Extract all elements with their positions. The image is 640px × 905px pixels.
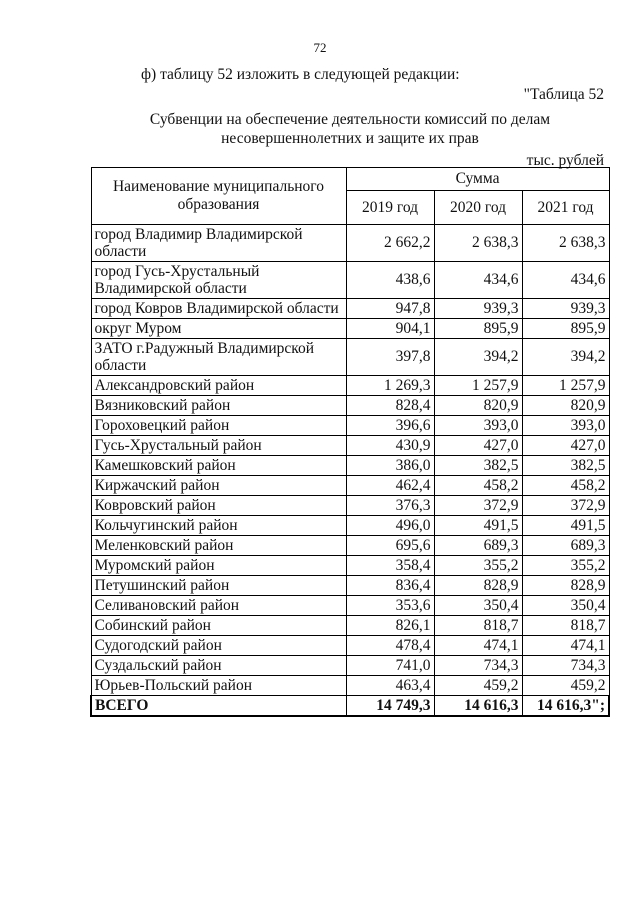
- row-name-cell: Муромский район: [91, 556, 346, 576]
- total-label: ВСЕГО: [91, 696, 346, 717]
- table-row: [91, 656, 609, 676]
- row-value-2020: 820,9: [434, 396, 522, 416]
- table-body: [91, 225, 609, 717]
- row-value-2021: 2 638,3: [522, 225, 609, 262]
- row-value-2019: 376,3: [346, 496, 434, 516]
- units-label: тыс. рублей: [526, 152, 604, 169]
- table-row: [91, 319, 609, 339]
- row-value-2021: 458,2: [522, 476, 609, 496]
- table-row: [91, 616, 609, 636]
- row-value-2020: 734,3: [434, 656, 522, 676]
- row-value-2021: 1 257,9: [522, 376, 609, 396]
- row-value-2021: 689,3: [522, 536, 609, 556]
- table-row: [91, 636, 609, 656]
- row-value-2019: 828,4: [346, 396, 434, 416]
- row-value-2021: 434,6: [522, 262, 609, 299]
- row-name-cell: Петушинский район: [91, 576, 346, 596]
- page-number: 72: [313, 40, 327, 55]
- row-value-2020: 459,2: [434, 676, 522, 696]
- row-name-cell: Александровский район: [91, 376, 346, 396]
- row-value-2021: 372,9: [522, 496, 609, 516]
- row-name-cell: Ковровский район: [91, 496, 346, 516]
- table-reference: "Таблица 52: [523, 86, 604, 103]
- row-value-2019: 695,6: [346, 536, 434, 556]
- row-name-cell: Вязниковский район: [91, 396, 346, 416]
- table-row: [91, 262, 609, 299]
- row-value-2021: 491,5: [522, 516, 609, 536]
- row-value-2019: 826,1: [346, 616, 434, 636]
- subventions-table: [90, 167, 610, 717]
- row-value-2021: 939,3: [522, 299, 609, 319]
- header-name: Наименование муниципального образования: [91, 168, 346, 225]
- table-row: [91, 396, 609, 416]
- total-2021: 14 616,3";: [522, 696, 609, 717]
- row-value-2019: 462,4: [346, 476, 434, 496]
- row-value-2021: 427,0: [522, 436, 609, 456]
- row-value-2019: 463,4: [346, 676, 434, 696]
- row-value-2020: 818,7: [434, 616, 522, 636]
- row-value-2021: 818,7: [522, 616, 609, 636]
- row-name-cell: город Ковров Владимирской области: [91, 299, 346, 319]
- row-name-cell: город Гусь-Хрустальный Владимирской области: [91, 262, 346, 299]
- total-2019: 14 749,3: [346, 696, 434, 717]
- row-value-2021: 350,4: [522, 596, 609, 616]
- row-name-cell: округ Муром: [91, 319, 346, 339]
- row-name-cell: Юрьев-Польский район: [91, 676, 346, 696]
- row-value-2019: 386,0: [346, 456, 434, 476]
- row-value-2021: 393,0: [522, 416, 609, 436]
- row-value-2020: 350,4: [434, 596, 522, 616]
- row-value-2019: 741,0: [346, 656, 434, 676]
- row-value-2020: 689,3: [434, 536, 522, 556]
- row-value-2021: 459,2: [522, 676, 609, 696]
- table-row: [91, 436, 609, 456]
- row-value-2021: 820,9: [522, 396, 609, 416]
- row-name-cell: Камешковский район: [91, 456, 346, 476]
- row-name-cell: город Владимир Владимирской области: [91, 225, 346, 262]
- table-row: [91, 516, 609, 536]
- row-value-2019: 947,8: [346, 299, 434, 319]
- row-name-cell: Собинский район: [91, 616, 346, 636]
- table-row: [91, 556, 609, 576]
- row-value-2020: 2 638,3: [434, 225, 522, 262]
- row-value-2020: 474,1: [434, 636, 522, 656]
- table-row: [91, 676, 609, 696]
- row-value-2020: 372,9: [434, 496, 522, 516]
- row-value-2021: 895,9: [522, 319, 609, 339]
- row-value-2020: 491,5: [434, 516, 522, 536]
- row-value-2020: 427,0: [434, 436, 522, 456]
- row-name-cell: Кольчугинский район: [91, 516, 346, 536]
- table-row: [91, 596, 609, 616]
- row-value-2019: 358,4: [346, 556, 434, 576]
- table-row: [91, 576, 609, 596]
- intro-text: ф) таблицу 52 изложить в следующей редакции:: [141, 66, 460, 83]
- table-row: [91, 536, 609, 556]
- table-row: [91, 496, 609, 516]
- row-value-2020: 382,5: [434, 456, 522, 476]
- row-value-2020: 393,0: [434, 416, 522, 436]
- row-name-cell: Гусь-Хрустальный район: [91, 436, 346, 456]
- row-value-2019: 478,4: [346, 636, 434, 656]
- row-name-cell: Селивановский район: [91, 596, 346, 616]
- row-value-2020: 355,2: [434, 556, 522, 576]
- row-value-2019: 396,6: [346, 416, 434, 436]
- row-value-2020: 939,3: [434, 299, 522, 319]
- table-row: [91, 476, 609, 496]
- row-value-2019: 353,6: [346, 596, 434, 616]
- row-value-2020: 1 257,9: [434, 376, 522, 396]
- row-name-cell: Суздальский район: [91, 656, 346, 676]
- row-value-2021: 734,3: [522, 656, 609, 676]
- table-row: [91, 339, 609, 376]
- row-value-2021: 828,9: [522, 576, 609, 596]
- row-value-2019: 430,9: [346, 436, 434, 456]
- row-value-2021: 474,1: [522, 636, 609, 656]
- row-value-2021: 382,5: [522, 456, 609, 476]
- row-value-2020: 394,2: [434, 339, 522, 376]
- row-value-2019: 2 662,2: [346, 225, 434, 262]
- row-name-cell: Меленковский район: [91, 536, 346, 556]
- table-title: [90, 110, 610, 148]
- table-row: [91, 299, 609, 319]
- row-value-2019: 397,8: [346, 339, 434, 376]
- table-title-line-2: несовершеннолетних и защите их прав: [221, 130, 479, 147]
- row-value-2019: 904,1: [346, 319, 434, 339]
- row-value-2020: 895,9: [434, 319, 522, 339]
- total-2020: 14 616,3: [434, 696, 522, 717]
- table-row: [91, 456, 609, 476]
- total-row: [91, 696, 609, 717]
- row-value-2020: 828,9: [434, 576, 522, 596]
- header-year-2021: 2021 год: [522, 191, 609, 225]
- row-name-cell: Гороховецкий район: [91, 416, 346, 436]
- header-year-2020: 2020 год: [434, 191, 522, 225]
- table-row: [91, 416, 609, 436]
- row-value-2019: 496,0: [346, 516, 434, 536]
- row-value-2019: 1 269,3: [346, 376, 434, 396]
- row-value-2021: 394,2: [522, 339, 609, 376]
- table-row: [91, 376, 609, 396]
- row-value-2021: 355,2: [522, 556, 609, 576]
- row-name-cell: ЗАТО г.Радужный Владимирской области: [91, 339, 346, 376]
- row-value-2019: 836,4: [346, 576, 434, 596]
- row-name-cell: Киржачский район: [91, 476, 346, 496]
- row-name-cell: Судогодский район: [91, 636, 346, 656]
- header-year-2019: 2019 год: [346, 191, 434, 225]
- row-value-2020: 434,6: [434, 262, 522, 299]
- table-title-line-1: Субвенции на обеспечение деятельности комиссий по делам: [149, 111, 551, 128]
- row-value-2020: 458,2: [434, 476, 522, 496]
- table-row: [91, 225, 609, 262]
- row-value-2019: 438,6: [346, 262, 434, 299]
- header-sum: Сумма: [346, 168, 609, 191]
